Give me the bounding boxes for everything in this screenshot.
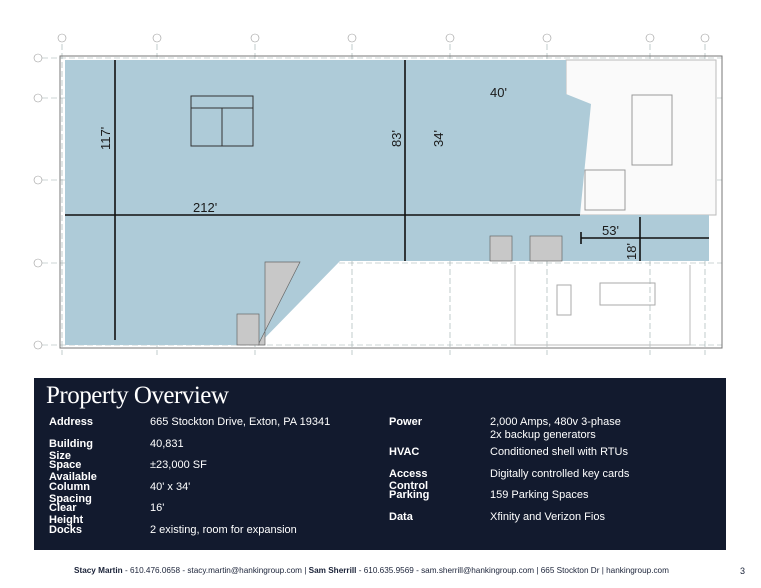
row-label: Space Available (49, 459, 97, 483)
row-value: 2,000 Amps, 480v 3-phase (490, 416, 621, 428)
row-value: 40' x 34' (150, 480, 191, 493)
row-label: Docks (49, 523, 83, 536)
contact-details-1: - 610.476.0658 - stacy.martin@hankingroup.com | (122, 566, 309, 575)
row-value: 2 existing, room for expansion (150, 523, 297, 536)
row-value-line2: 2x backup generators (490, 429, 596, 441)
row-value: 16' (150, 502, 165, 514)
dim-label-117: 117' (98, 126, 113, 150)
contact-name-2: Sam Sherrill (308, 566, 357, 575)
row-label: HVAC (389, 446, 420, 458)
row-value: ±23,000 SF (150, 459, 207, 471)
row-value: Conditioned shell with RTUs (490, 446, 628, 458)
dim-label-40: 40' (490, 85, 507, 100)
row-value: 665 Stockton Drive, Exton, PA 19341 (150, 416, 331, 428)
dim-label-18: 18' (624, 243, 639, 260)
dim-label-53: 53' (602, 223, 619, 238)
property-overview-panel (34, 378, 726, 550)
row-label: Column Spacing (49, 480, 92, 505)
row-value: 159 Parking Spaces (490, 489, 589, 501)
contact-footer (74, 566, 669, 575)
panel-title: Property Overview (46, 382, 229, 409)
row-label: Data (389, 510, 413, 523)
contact-details-2: - 610.635.9569 - sam.sherrill@hankingroup.com | 665 Stockton Dr | hankingroup.com (356, 566, 669, 575)
row-value: Xfinity and Verizon Fios (490, 510, 605, 523)
dim-label-83: 83' (389, 130, 404, 147)
page-number: 3 (740, 566, 746, 576)
row-value: 40,831 (150, 437, 184, 450)
row-label: Address (49, 416, 94, 428)
row-label: Building Size (49, 437, 93, 462)
row-label: Power (389, 416, 423, 428)
row-label: Access Control (389, 467, 429, 492)
dim-label-212: 212' (193, 200, 218, 215)
row-label: Clear Height (49, 502, 84, 526)
row-label: Parking (389, 489, 430, 501)
row-value: Digitally controlled key cards (490, 467, 630, 480)
dim-label-34: 34' (431, 130, 446, 147)
contact-name-1: Stacy Martin (74, 566, 123, 575)
